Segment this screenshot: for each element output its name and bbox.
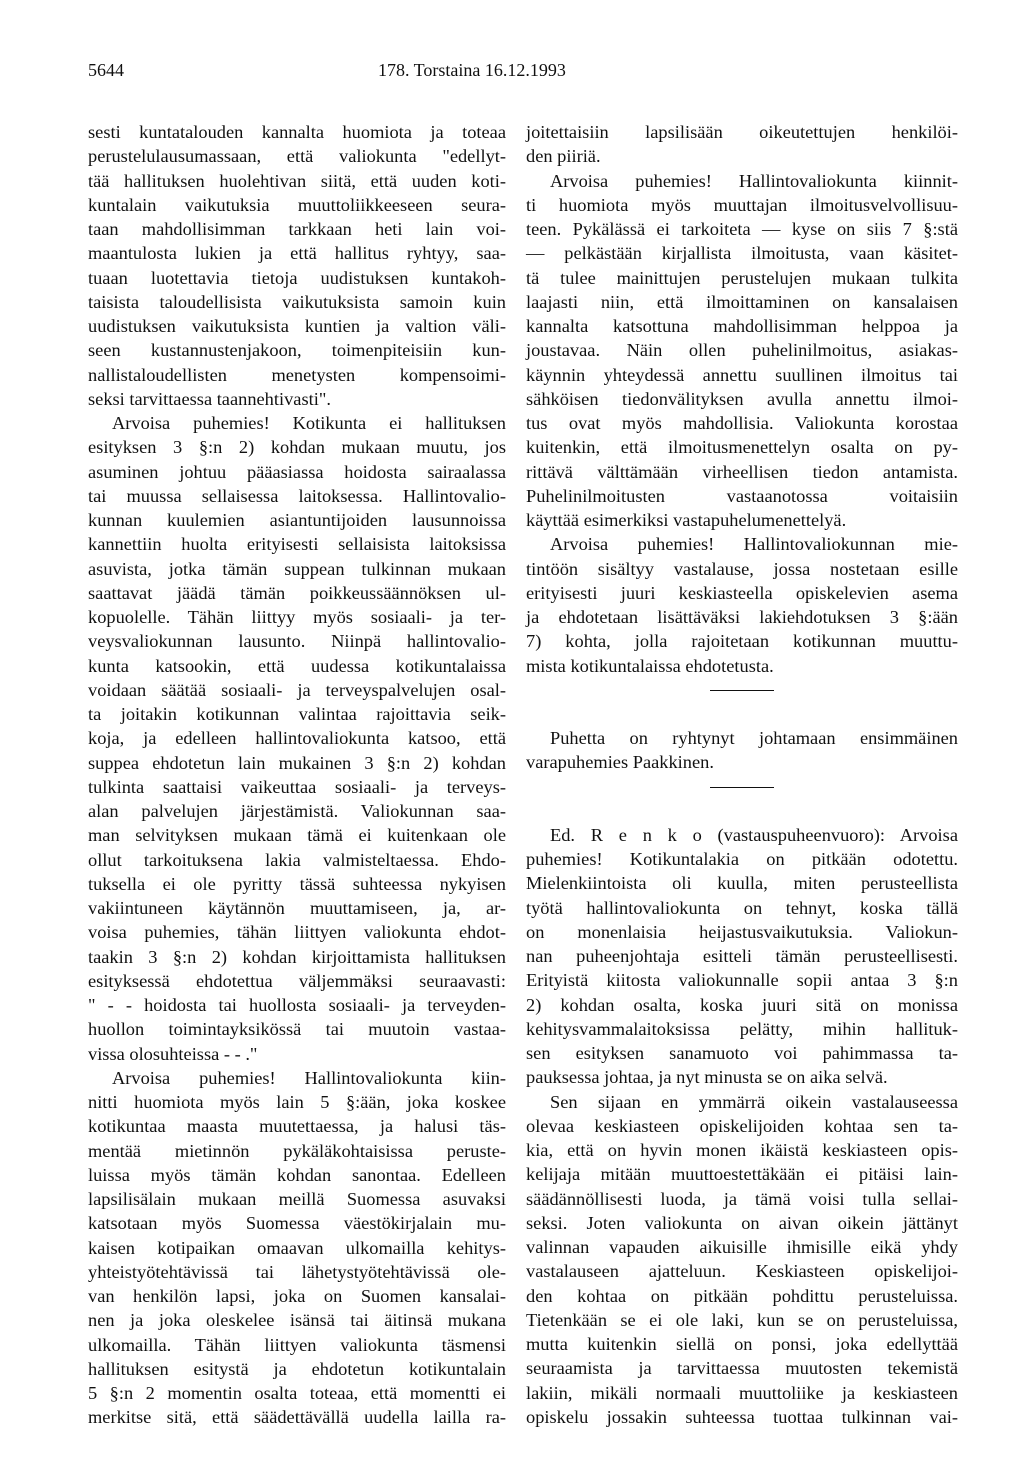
text-line: alan palvelujen järjestämistä. Valiokunnan saa- [88,801,506,821]
text-line: esityksen 3 §:n 2) kohdan mukaan muutu, jos [88,437,506,458]
text-line: suppea ehdotetun lain mukainen 3 §:n 2) kohdan [88,752,506,773]
text-line: Arvoisa puhemies! Hallintovaliokunta kiinnit- [550,170,958,191]
text-line: kia, että on hyvin monen ikäistä keskiasteen opis- [526,1140,958,1160]
text-line: Arvoisa puhemies! Kotikunta ei hallituksen [112,413,506,433]
text-line: man selvityksen mukaan tämä ei kuitenkaan ole [88,825,506,846]
text-line: seen kustannustenjakoon, toimenpiteisiin kun- [88,340,506,361]
text-line: esityksessä ehdotettua väljemmäksi seuraavasti: [88,970,506,991]
text-line: kotikuntaa maasta muutettaessa, ja halusi täs- [88,1116,506,1137]
text-line: tulkinta saattaisi vaikeuttaa sosiaali- ja terveys- [88,776,506,797]
text-line: valinnan vapauden aikuisille ihmisille eikä yhdy [526,1237,958,1257]
section-divider [710,690,774,691]
text-line: asuminen johtuu pääasiassa hoidosta sairaalassa [88,461,506,482]
text-line: kannettiin huolta erityisesti sellaisista laitoksissa [88,534,506,555]
text-line: kuitenkin, että ilmoitusmenettelyn osalta on py- [526,437,958,458]
text-line: voisa puhemies, tähän liittyen valiokunta ehdot- [88,922,506,943]
text-line: seksi tarvittaessa taannehtivasti". [88,388,331,409]
text-line: seuraamista ja tarvittaessa muutosten tekemistä [526,1358,958,1379]
text-line: opiskelu jossakin suhteessa tuottaa tulkinnan vai- [526,1406,958,1427]
text-line: taan mahdollisimman tarkkaan heti lain voi- [88,219,506,239]
text-line: mentää mietinnön pykäläkohtaisissa peruste- [88,1140,506,1161]
text-line: 2) kohdan osalta, koska juuri sitä on monissa [526,994,958,1015]
text-line: joitettaisiin lapsilisään oikeutettujen henkilöi- [526,122,958,142]
text-line: perustelulausumassaan, että valiokunta "edellyt- [88,146,506,167]
text-line: käyttää esimerkiksi vastapuhelumenettelyä. [526,510,847,530]
text-line: Arvoisa puhemies! Hallintovaliokunta kiin- [112,1067,506,1088]
text-line: 7) kohta, jolla rajoitetaan kotikunnan muuttu- [526,631,958,652]
text-line: kehitysvammalaitoksissa pelätty, mihin hallituk- [526,1018,958,1039]
text-line: ta joitakin kotikunnan valintaa rajoittavia seik- [88,704,506,724]
text-line: vastalauseen ajatteluun. Keskiasteen opiskelijoi- [526,1261,958,1282]
text-line: kelijaja mitään muuttoestettäkään ei pitäisi lain- [526,1164,958,1185]
text-line: katsotaan myös Suomessa väestökirjalain mu- [88,1213,506,1234]
text-line: veysvaliokunnan lausunto. Niinpä hallintovalio- [88,631,506,652]
text-line: voidaan säätää sosiaali- ja terveyspalvelujen osal- [88,679,506,700]
text-line: nan puheenjohtaja esitteli tämän perusteellisesti. [526,946,958,966]
text-line: olevaa keskiasteen opiskelijoiden kohtaa sen ta- [526,1115,958,1136]
text-line: van henkilön lapsi, joka on Suomen kansalai- [88,1286,506,1306]
right-column [526,120,958,1429]
text-line: mutta kuitenkin siellä on ponsi, joka edellyttää [526,1334,958,1354]
text-line: lakiin, mikäli normaali muuttoliike ja keskiasteen [526,1382,958,1403]
text-line: tuaan luotettavia tietoja uudistuksen kuntakoh- [88,267,506,288]
text-line: tää hallituksen huolehtivan siitä, että uuden koti- [88,170,506,191]
text-line: erityisesti juuri keskiasteella opiskelevien asema [526,582,958,603]
text-line: ulkomailla. Tähän liittyen valiokunta täsmensi [88,1334,506,1355]
text-line: tintöön sisältyy vastalause, jossa nostetaan esille [526,558,958,579]
text-line: luissa myös tämän kohdan sanontaa. Edelleen [88,1164,506,1185]
text-line: 5 §:n 2 momentin osalta toteaa, että momentti ei [88,1383,506,1403]
page-number: 5644 [88,60,124,80]
text-line: Tietenkään se ei ole laki, kun se on perusteluissa, [526,1309,958,1330]
text-line: huollon toimintayksikössä tai muutoin vastaa- [88,1019,506,1040]
text-line: rittävä välttämään virheellisen tiedon antamista. [526,461,958,482]
text-line: käynnin yhteydessä annettu suullinen ilmoitus tai [526,364,958,385]
text-line: Sen sijaan en ymmärrä oikein vastalauseessa [550,1091,958,1112]
text-line: — pelkästään kirjallista ilmoitusta, vaan käsitet- [526,243,958,264]
text-line: yhteistyötehtävissä tai lähetystyötehtävissä ole- [88,1261,506,1282]
text-line: tä tulee mainittujen perustelujen mukaan tulkita [526,267,958,288]
text-line: kunnan kuulemien asiantuntijoiden lausunnoissa [88,510,506,530]
text-line: seksi. Joten valiokunta on aivan oikein jättänyt [526,1212,958,1233]
text-line: joustavaa. Näin ollen puhelinilmoitus, asiakas- [526,340,958,361]
text-line: sesti kuntatalouden kannalta huomiota ja toteaa [88,122,506,142]
text-line: varapuhemies Paakkinen. [526,752,714,773]
text-line: nen ja joka oleskelee isänsä tai äitinsä mukana [88,1310,506,1331]
text-line: on monenlaisia heijastusvaikutuksia. Valiokun- [526,921,958,942]
text-line: pauksessa johtaa, ja nyt minusta se on aika selvä. [526,1067,888,1088]
text-line: Puhetta on ryhtynyt johtamaan ensimmäinen [550,728,958,748]
running-title: 178. Torstaina 16.12.1993 [378,60,566,80]
text-line: koja, ja edelleen hallintovaliokunta katsoo, että [88,728,506,749]
text-line: den piiriä. [526,146,601,167]
text-line: mista kotikuntalaissa ehdotetusta. [526,655,774,676]
text-line: Arvoisa puhemies! Hallintovaliokunnan mie- [550,534,958,555]
text-line: tuksella ei ole pyritty tässä suhteessa nykyisen [88,873,506,894]
text-line: työtä hallintovaliokunta on tehnyt, koska tällä [526,897,958,918]
text-line: taakin 3 §:n 2) kohdan kirjoittamista hallituksen [88,946,506,967]
text-line: sen esityksen sanamuoto voi pahimmassa ta- [526,1043,958,1063]
text-line: säädännöllisesti luoda, ja tämä voisi tulla sellai- [526,1188,958,1209]
text-line: vakiintuneen käytännön muuttamiseen, ja, ar- [88,898,506,918]
text-line: kaisen kotipaikan omaavan ulkomailla kehitys- [88,1237,506,1258]
text-line: Mielenkiintoista oli kuulla, miten perusteellista [526,873,958,894]
text-line: lapsilisälain mukaan meillä Suomessa asuvaksi [88,1189,506,1209]
text-line: Erityistä kiitosta valiokunnalle sopii antaa 3 §:n [526,970,958,991]
text-line: sähköisen tiedonvälityksen avulla annettu ilmoi- [526,388,958,409]
text-line: ti huomiota myös muuttajan ilmoitusvelvollisuu- [526,194,958,215]
text-line: kuntalain vaikutuksia muuttoliikkeeseen seura- [88,194,506,215]
text-line: tus ovat myös mahdollisia. Valiokunta korostaa [526,413,958,433]
text-line: maantulosta lukien ja että hallitus ryhtyy, saa- [88,243,506,264]
spacer [526,702,958,726]
text-line: saattavat jäädä tämän poikkeussäännöksen ul- [88,582,506,603]
section-divider [710,787,774,788]
text-line: asuvista, jotka tämän suppean tulkinnan mukaan [88,558,506,579]
text-line: merkitse sitä, että säädettävällä uudella lailla ra- [88,1407,506,1428]
text-line: nallistaloudellisten menetysten kompensoimi- [88,364,506,385]
text-line: kunta katsookin, että uudessa kotikuntalaissa [88,655,506,676]
text-line: kopuolelle. Tähän liittyy myös sosiaali- ja ter- [88,607,506,627]
text-line: uudistuksen vaikutuksista kuntien ja valtion väli- [88,316,506,336]
text-line: teen. Pykälässä ei tarkoiteta — kyse on siis 7 §:stä [526,219,958,239]
text-line: vissa olosuhteissa - - ." [88,1043,258,1064]
text-line: Ed. R e n k o (vastauspuheenvuoro): Arvoisa [550,824,958,845]
text-line: tai muussa sellaisessa laitoksessa. Hallintovalio- [88,485,506,506]
text-line: ja ehdotetaan lisättäväksi lakiehdotuksen 3 §:ään [526,607,958,627]
text-line: Puhelinilmoitusten vastaanotossa voitaisiin [526,485,958,506]
left-column [88,120,506,1430]
text-line: nitti huomiota myös lain 5 §:ään, joka koskee [88,1092,506,1112]
text-line: taisista taloudellisista vaikutuksista samoin kuin [88,291,506,312]
text-line: den kohtaa on pitkään pohdittu perusteluissa. [526,1285,958,1306]
text-line: laajasti niin, että ilmoittaminen on kansalaisen [526,291,958,312]
text-line: hallituksen esitystä ja ehdotetun kotikuntalain [88,1358,506,1379]
text-line: kannalta katsottuna mahdollisimman helppoa ja [526,316,958,336]
text-line: " - - hoidosta tai huollosta sosiaali- ja terveyden- [88,995,506,1015]
page-header [88,60,958,88]
spacer [526,799,958,823]
text-line: puhemies! Kotikuntalakia on pitkään odotettu. [526,849,958,869]
text-line: ollut tarkoituksena lakia valmisteltaessa. Ehdo- [88,849,506,870]
